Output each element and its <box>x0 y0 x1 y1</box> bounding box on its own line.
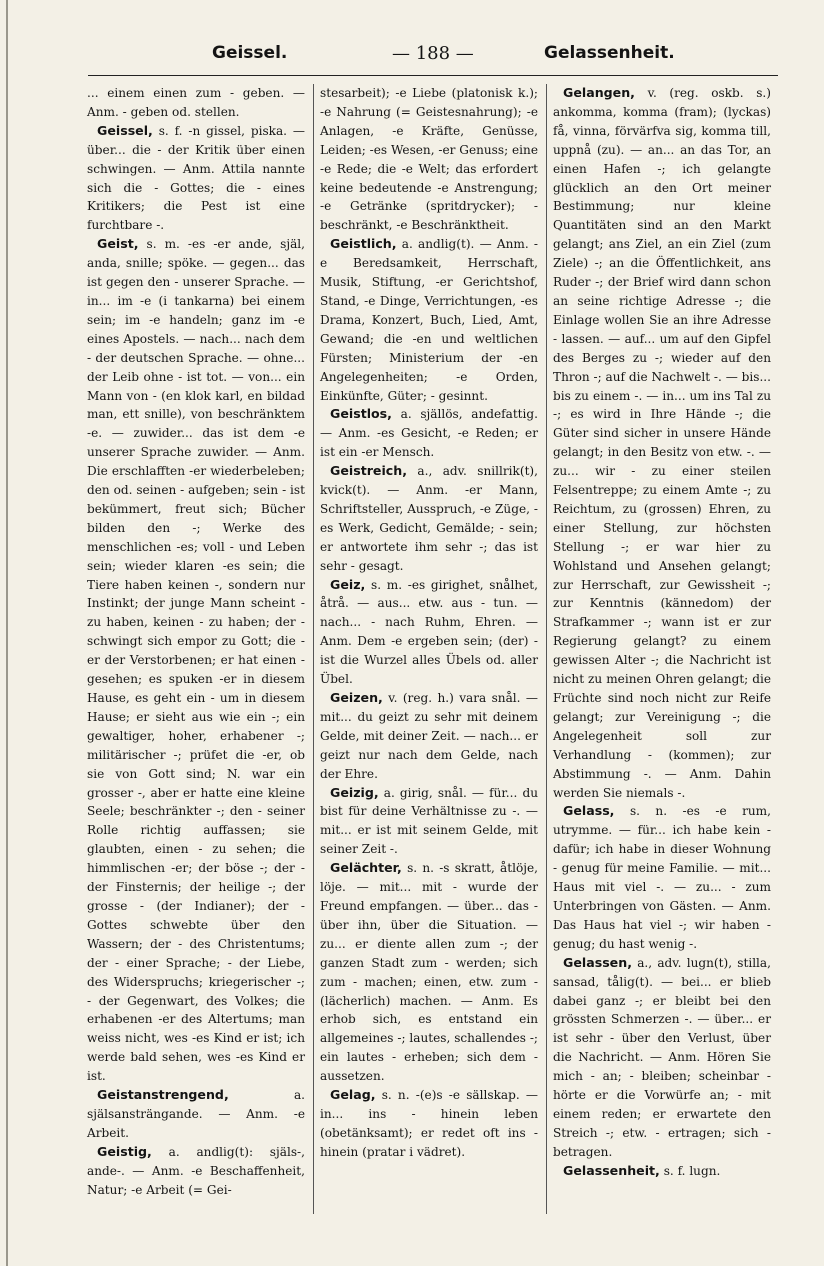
entry-headword: Geistreich, <box>330 463 407 479</box>
dictionary-entry <box>553 954 771 1162</box>
dictionary-entry <box>553 84 771 802</box>
entry-headword: Geizen, <box>330 690 383 705</box>
dictionary-entry <box>320 1086 538 1162</box>
entry-headword: Geist, <box>97 236 139 252</box>
entry-text: a., adv. snillrik(t), kvick(t). — Anm. -er Mann, Schriftsteller, Ausspruch, -e Züge, -es Werk, Gedicht, Gemälde; - sein; er antwortete ihm sehr -; das ist sehr - gesagt. <box>320 464 538 573</box>
right-guide-word: Gelassenheit. <box>544 43 675 63</box>
dictionary-entry <box>320 689 538 784</box>
entry-text: a. girig, snål. — für... du bist für deine Verhältnisse zu -. — mit... er ist mit seinem Gelde, mit seiner Zeit -. <box>320 785 538 857</box>
dictionary-entry <box>553 1162 771 1181</box>
entry-text: ... einem einen zum - geben. — Anm. - geben od. stellen. <box>87 86 305 119</box>
entry-headword: Geissel, <box>97 122 153 138</box>
entry-headword: Geistlich, <box>330 236 397 252</box>
entry-headword: Geistig, <box>97 1143 152 1159</box>
entry-headword: Gelassen, <box>563 954 632 970</box>
page-edge <box>6 0 8 1266</box>
entry-text: v. (reg. h.) vara snål. — mit... du geizt zu sehr mit deinem Gelde, mit deiner Zeit. — nach... er geizt nur nach dem Gelde, nach der Ehre. <box>320 691 538 781</box>
entry-text: a., adv. lugn(t), stilla, sansad, tålig(t). — bei... er blieb dabei ganz -; er bleibt bei den grössten Schmerzen -. — über... er ist sehr - über den Verlust, über die Nachricht. — Anm. Hören Sie mich - an; - bleiben; scheinbar - hörte er die Vorwürfe an; - mit einem reden; er erwartete den Streich -; etw. - ertragen; sich - betragen. <box>553 955 771 1159</box>
dictionary-entry <box>87 1143 305 1200</box>
entry-headword: Geistanstrengend, <box>97 1087 229 1103</box>
entry-text: v. (reg. oskb. s.) ankomma, komma (fram); (lyckas) få, vinna, förvärfva sig, komma till, uppnå (zu). — an... an das Tor, an einen Hafen -; ich gelangte glücklich an den Ort meiner Bestimmung; nur kleine Quantitäten sind an den Markt gelangt; ans Ziel, an ein Ziel (zum Ziele) -; an die Öffentlichkeit, ans Ruder -; der Brief wird dann schon an seine richtige Adresse -; die Einlage wollen Sie an ihre Adresse - lassen. — auf... um auf den Gipfel des Berges zu -; wieder auf den Thron -; auf die Nachwelt -. — bis... bis zu einem -. — in... um ins Tal zu -; es wird in Ihre Hände -; die Güter sind sicher in unsere Hände gelangt; in den Besitz von etw. -. — zu... wir - zu einer steilen Felsentreppe; zu einem Amte -; zu Reichtum, zu (grossen) Ehren, zu einer Stellung, zur höchsten Stellung -; er war hier zu Wohlstand und Ansehen gelangt; zur Herrschaft, zur Gewissheit -; zur Kenntnis (kännedom) der Strafkammer -; wann ist er zur Regierung gelangt? zu einem gewissen Alter -; die Nachricht ist nicht zu meinen Ohren gelangt; die Früchte sind noch nicht zur Reife gelangt; zur Vereinigung -; die Angelegenheit soll zur Verhandlung - (kommen); zur Abstimmung -. — Anm. Dahin werden Sie niemals -. <box>553 86 771 800</box>
entry-text: s. n. -(e)s -e sällskap. — in... ins - hinein leben (obetänksamt); er redet oft ins - hinein (pratar i vädret). <box>320 1088 538 1159</box>
dictionary-entry <box>87 235 305 1086</box>
dictionary-entry <box>320 784 538 860</box>
entry-text: s. n. -es -e rum, utrymme. — für... ich habe kein - dafür; ich habe in dieser Wohnung - genug für meine Familie. — mit... Haus mit viel -. — zu... - zum Unterbringen von Gästen. — Anm. Das Haus hat viel -; wir haben - genug; du hast wenig -. <box>553 804 771 951</box>
entry-text: s. f. -n gissel, piska. — über... die - der Kritik über einen schwingen. — Anm. Attila nannte sich die - Gottes; die - eines Kritikers; die Pest ist eine furchtbare -. <box>87 123 305 233</box>
entry-headword: Geizig, <box>330 784 379 800</box>
running-header <box>86 43 776 75</box>
dictionary-entry <box>320 235 538 405</box>
dictionary-entry <box>320 576 538 689</box>
entry-text: s. m. -es girighet, snålhet, åtrå. — aus... etw. aus - tun. — nach... - nach Ruhm, Ehren. — Anm. Dem -e ergeben sein; (der) - ist die Wurzel alles Übels od. aller Übel. <box>320 577 538 687</box>
entry-headword: Gelag, <box>330 1087 376 1103</box>
dictionary-entry <box>87 84 305 122</box>
entry-text: s. n. -s skratt, åtlöje, löje. — mit... mit - wurde der Freund empfangen. — über... das - über ihn, über die Situation. — zu... er diente allen zum -; der ganzen Stadt zum - werden; sich zum - machen; einen, etw. zum - (lächerlich) machen. — Anm. Es erhob sich, es entstand ein allgemeines -; lautes, schallendes -; ein lautes - erheben; sich dem - aussetzen. <box>320 861 538 1084</box>
column-3 <box>546 84 771 1214</box>
entry-text: a. själlös, andefattig. — Anm. -es Gesicht, -e Reden; er ist ein -er Mensch. <box>320 407 538 460</box>
column-2 <box>313 84 538 1214</box>
entry-headword: Geiz, <box>330 576 366 592</box>
entry-headword: Geistlos, <box>330 406 392 422</box>
entry-text: a. själsansträngande. — Anm. -e Arbeit. <box>87 1088 305 1140</box>
header-rule <box>88 75 778 76</box>
left-guide-word: Geissel. <box>212 43 288 63</box>
entry-headword: Gelassenheit, <box>563 1162 660 1178</box>
dictionary-entry <box>87 1086 305 1143</box>
entry-text: a. andlig(t). — Anm. -e Beredsamkeit, Herrschaft, Musik, Stiftung, -er Gerichtshof, Stand, -e Dinge, Verrichtungen, -es Drama, Konzert, Buch, Lied, Amt, Gewand; die -en und weltlichen Fürsten; Ministerium der -en Angelegenheiten; -e Orden, Einkünfte, Güter; - gesinnt. <box>320 237 538 403</box>
dictionary-entry <box>320 859 538 1086</box>
entry-text: stesarbeit); -e Liebe (platonisk k.); -e Nahrung (= Geistesnahrung); -e Anlagen, -e Kräfte, Genüsse, Leiden; -es Wesen, -er Genuss; eine -e Rede; die -e Welt; das erfordert keine bedeutende -e Anstrengung; -e Getränke (spritdrycker); - beschränkt, -e Beschränktheit. <box>320 86 538 233</box>
entry-headword: Gelass, <box>563 803 615 819</box>
entry-text: s. f. lugn. <box>663 1163 721 1178</box>
dictionary-entry <box>553 802 771 953</box>
column-1 <box>87 84 305 1199</box>
entry-text: s. m. -es -er ande, själ, anda, snille; spöke. — gegen... das ist gegen den - unserer Sprache. — in... im -e (i tankarna) bei einem sein; im -e handeln; ganz im -e eines Apostels. — nach... nach dem - der deutschen Sprache. — ohne... der Leib ohne - ist tot. — von... ein Mann von - (en klok karl, en bildad man, ett snille), von beschränktem -e. — zuwider... das ist dem -e unserer Sprache zuwider. — Anm. Die erschlafften -er wiederbeleben; den od. seinen - aufgeben; sein - ist bekümmert, freut sich; Bücher bilden den -; Werke des menschlichen -es; voll - und Leben sein; wieder klaren -es sein; die Tiere haben keinen -, sondern nur Instinkt; der junge Mann scheint - zu haben, keinen - zu haben; der - schwingt sich empor zu Gott; die -er der Verstorbenen; er hat einen - gesehen; es spuken -er in diesem Hause, es geht ein - um in diesem Hause; er sieht aus wie ein -; ein gewaltiger, hoher, erhabener -; militärischer -; prüfet die -er, ob sie von Gott sind; N. war ein grosser -, aber er hatte eine kleine Seele; beschränkter -; den - seiner Rolle richtig auffassen; sie glaubten, einen - zu sehen; die himmlischen -er; der böse -; der - der Finsternis; der heilige -; der grosse - (der Indianer); der - Gottes schwebte über den Wassern; der - des Christentums; der - einer Sprache; - der Liebe, des Widerspruchs; kriegerischer -; - der Gegenwart, des Volkes; die erhabenen -er des Altertums; man weiss nicht, wes -es Kind er ist; ich werde bald sehen, wes -es Kind er ist. <box>87 237 305 1084</box>
entry-text: a. andlig(t): själs-, ande-. — Anm. -e Beschaffenheit, Natur; -e Arbeit (= Gei- <box>87 1144 305 1197</box>
entry-headword: Gelächter, <box>330 860 402 876</box>
dictionary-entry <box>320 84 538 235</box>
dictionary-entry <box>320 462 538 575</box>
dictionary-entry <box>87 122 305 235</box>
page-number: — 188 — <box>392 43 474 64</box>
entry-headword: Gelangen, <box>563 85 635 100</box>
dictionary-entry <box>320 405 538 462</box>
